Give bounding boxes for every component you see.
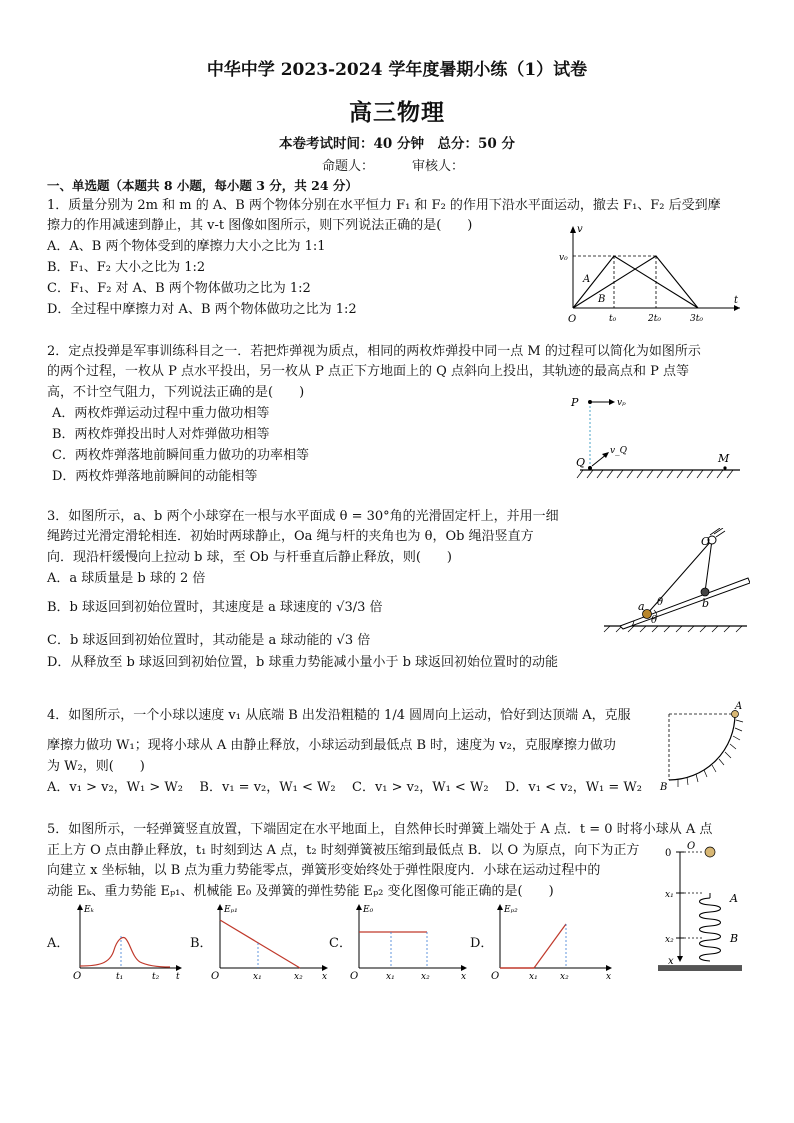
q3-ball-b: b bbox=[702, 597, 710, 610]
q1-line1: 1．质量分别为 2m 和 m 的 A、B 两个物体分别在水平恒力 F₁ 和 F₂ 的作用下沿水平面运动，撤去 F₁、F₂ 后受到摩 bbox=[47, 198, 721, 213]
q4-option-b: B．v₁ = v₂，W₁ < W₂ bbox=[199, 780, 336, 795]
q2-vp-label: vₚ bbox=[617, 398, 626, 408]
q5-graph-d-y-label: Eₚ₂ bbox=[504, 905, 518, 915]
q5-graph-c-x-label: x bbox=[461, 972, 467, 982]
q2-figure bbox=[565, 388, 745, 480]
q3-line2: 绳跨过光滑定滑轮相连．初始时两球静止，Oa 绳与杆的夹角也为 θ，Ob 绳沿竖直方 bbox=[47, 529, 534, 544]
authors-line bbox=[322, 155, 502, 174]
q5-spring-b: B bbox=[730, 932, 739, 945]
q4-point-a: A bbox=[735, 701, 743, 712]
q3-line1: 3．如图所示，a、b 两个小球穿在一根与水平面成 θ = 30°角的光滑固定杆上，并用一细 bbox=[47, 509, 559, 524]
q5-graph-a-y-label: Eₖ bbox=[84, 905, 94, 915]
q3-ball-a: a bbox=[638, 600, 645, 613]
q1-tick-t0: t₀ bbox=[609, 314, 617, 324]
q4-line1: 4．如图所示，一个小球以速度 v₁ 从底端 B 出发沿粗糙的 1/4 圆周向上运动，恰好到达顶端 A，克服 bbox=[47, 708, 631, 723]
q5-option-c-label: C． bbox=[329, 936, 352, 951]
q3-point-o: O bbox=[701, 535, 711, 548]
q5-graph-b bbox=[208, 902, 333, 982]
q4-point-b: B bbox=[660, 782, 668, 793]
q5-option-d-label: D． bbox=[470, 936, 494, 951]
q1-curve-a-label: A bbox=[583, 274, 591, 285]
q3-option-a: A．a 球质量是 b 球的 2 倍 bbox=[47, 571, 206, 586]
q1-tick-2t0: 2t₀ bbox=[648, 314, 661, 324]
q5-graph-c-origin: O bbox=[350, 971, 359, 982]
q5-graph-a-tick-1: t₁ bbox=[116, 972, 124, 982]
exam-title: 中华中学 2023-2024 学年度暑期小练（1）试卷 bbox=[206, 60, 588, 80]
section-heading: 一、单选题（本题共 8 小题，每小题 3 分，共 24 分） bbox=[47, 178, 358, 193]
q5-line2: 正上方 O 点由静止释放，t₁ 时刻到达 A 点，t₂ 时刻弹簧被压缩到最低点 B．以 O 为原点，向下为正方 bbox=[47, 843, 640, 858]
q5-graph-c-y-label: E₀ bbox=[363, 905, 374, 915]
q5-graph-c-tick-1: x₁ bbox=[386, 972, 395, 982]
q5-graph-b-tick-1: x₁ bbox=[253, 972, 262, 982]
q5-line1: 5．如图所示，一轻弹簧竖直放置，下端固定在水平地面上，自然伸长时弹簧上端处于 A 点．t = 0 时将小球从 A 点 bbox=[47, 822, 713, 837]
q5-graph-a bbox=[70, 902, 185, 982]
q1-option-b: B．F₁、F₂ 大小之比为 1:2 bbox=[47, 260, 206, 275]
q2-vq-label: v_Q bbox=[610, 446, 627, 456]
q3-option-d: D．从释放至 b 球返回到初始位置，b 球重力势能减小量小于 b 球返回初始位置时的动能 bbox=[47, 655, 559, 670]
q3-line3: 向．现沿杆缓慢向上拉动 b 球，至 Ob 与杆垂直后静止释放，则( ) bbox=[47, 550, 452, 565]
q1-option-d: D．全过程中摩擦力对 A、B 两个物体做功之比为 1:2 bbox=[47, 302, 357, 317]
q5-spring-o: O bbox=[687, 841, 696, 852]
q1-v0-label: v₀ bbox=[559, 253, 568, 263]
q5-graph-d-x-label: x bbox=[606, 972, 612, 982]
q1-curve-b-label: B bbox=[598, 294, 606, 305]
q5-graph-b-x-label: x bbox=[322, 972, 328, 982]
q5-graph-c bbox=[347, 902, 472, 982]
q2-line2: 的两个过程，一枚从 P 点水平投出，另一枚从 P 点正下方地面上的 Q 点斜向上投出，其轨迹的最高点和 P 点等 bbox=[47, 364, 689, 379]
q5-graph-d-tick-2: x₂ bbox=[560, 972, 569, 982]
q5-graph-d-origin: O bbox=[491, 971, 500, 982]
q2-option-a: A．两枚炸弹运动过程中重力做功相等 bbox=[52, 406, 270, 421]
q4-line3: 为 W₂，则( ) bbox=[47, 759, 145, 774]
q1-option-c: C．F₁、F₂ 对 A、B 两个物体做功之比为 1:2 bbox=[47, 281, 311, 296]
q1-x-axis-label: t bbox=[734, 295, 739, 306]
q5-spring-a: A bbox=[730, 892, 738, 905]
q5-spring-x2: x₂ bbox=[665, 935, 674, 945]
q2-line3: 高，不计空气阻力，下列说法正确的是( ) bbox=[47, 385, 305, 400]
q1-option-a: A．A、B 两个物体受到的摩擦力大小之比为 1:1 bbox=[47, 239, 326, 254]
q1-origin-label: O bbox=[568, 314, 577, 325]
setter-label: 命题人： bbox=[322, 159, 375, 174]
q1-line2: 擦力的作用减速到静止，其 v-t 图像如图所示，则下列说法正确的是( ) bbox=[47, 218, 473, 233]
q5-spring-zero: 0 bbox=[665, 848, 672, 859]
q5-option-b-label: B． bbox=[190, 936, 213, 951]
q2-point-m: M bbox=[718, 452, 730, 465]
subject-title: 高三物理 bbox=[349, 99, 445, 126]
q2-point-q: Q bbox=[576, 456, 586, 469]
q2-option-c: C．两枚炸弹落地前瞬间重力做功的功率相等 bbox=[52, 448, 309, 463]
exam-info: 本卷考试时间：40 分钟 总分：50 分 bbox=[279, 136, 515, 152]
q2-line1: 2．定点投弹是军事训练科目之一．若把炸弹视为质点，相同的两枚炸弹投中同一点 M 的过程可以简化为如图所示 bbox=[47, 344, 701, 359]
q5-graph-a-x-label: t bbox=[176, 972, 180, 982]
q2-option-b: B．两枚炸弹投出时人对炸弹做功相等 bbox=[52, 427, 270, 442]
q1-vt-graph bbox=[558, 222, 748, 326]
q4-options-row bbox=[47, 778, 642, 798]
q3-option-b: B．b 球返回到初始位置时，其速度是 a 球速度的 √3/3 倍 bbox=[47, 600, 383, 615]
q5-spring-x: x bbox=[668, 956, 674, 967]
q4-option-d: D．v₁ < v₂，W₁ = W₂ bbox=[505, 780, 642, 795]
reviewer-label: 审核人： bbox=[412, 159, 465, 174]
q2-point-p: P bbox=[571, 396, 579, 409]
q5-line4: 动能 Eₖ、重力势能 Eₚ₁、机械能 E₀ 及弹簧的弹性势能 Eₚ₂ 变化图像可能正确的是( ) bbox=[47, 884, 554, 899]
q5-line3: 向建立 x 坐标轴，以 B 点为重力势能零点，弹簧形变始终处于弹性限度内．小球在运动过程中的 bbox=[47, 863, 601, 878]
q5-graph-b-y-label: Eₚ₁ bbox=[224, 905, 238, 915]
q4-option-c: C．v₁ > v₂，W₁ < W₂ bbox=[352, 780, 489, 795]
q5-graph-b-origin: O bbox=[211, 971, 220, 982]
q1-y-axis-label: v bbox=[577, 224, 583, 235]
q5-graph-a-origin: O bbox=[73, 971, 82, 982]
q4-figure bbox=[655, 698, 750, 796]
q3-figure bbox=[602, 528, 750, 634]
q4-line2: 摩擦力做功 W₁；现将小球从 A 由静止释放，小球运动到最低点 B 时，速度为 v₂，克服摩擦力做功 bbox=[47, 738, 616, 753]
q4-option-a: A．v₁ > v₂，W₁ > W₂ bbox=[47, 780, 183, 795]
q5-option-a-label: A． bbox=[47, 936, 70, 951]
q3-option-c: C．b 球返回到初始位置时，其动能是 a 球动能的 √3 倍 bbox=[47, 633, 371, 648]
q5-graph-d-tick-1: x₁ bbox=[529, 972, 538, 982]
q5-spring-figure bbox=[652, 838, 747, 976]
q2-option-d: D．两枚炸弹落地前瞬间的动能相等 bbox=[52, 469, 258, 484]
q5-graph-d bbox=[488, 902, 618, 982]
q5-spring-x1: x₁ bbox=[665, 890, 674, 900]
q5-graph-b-tick-2: x₂ bbox=[294, 972, 303, 982]
q5-graph-a-tick-2: t₂ bbox=[152, 972, 160, 982]
q3-theta-lower: θ bbox=[651, 615, 658, 626]
q3-theta-upper: θ bbox=[657, 597, 664, 608]
q1-tick-3t0: 3t₀ bbox=[690, 314, 703, 324]
q5-graph-c-tick-2: x₂ bbox=[421, 972, 430, 982]
